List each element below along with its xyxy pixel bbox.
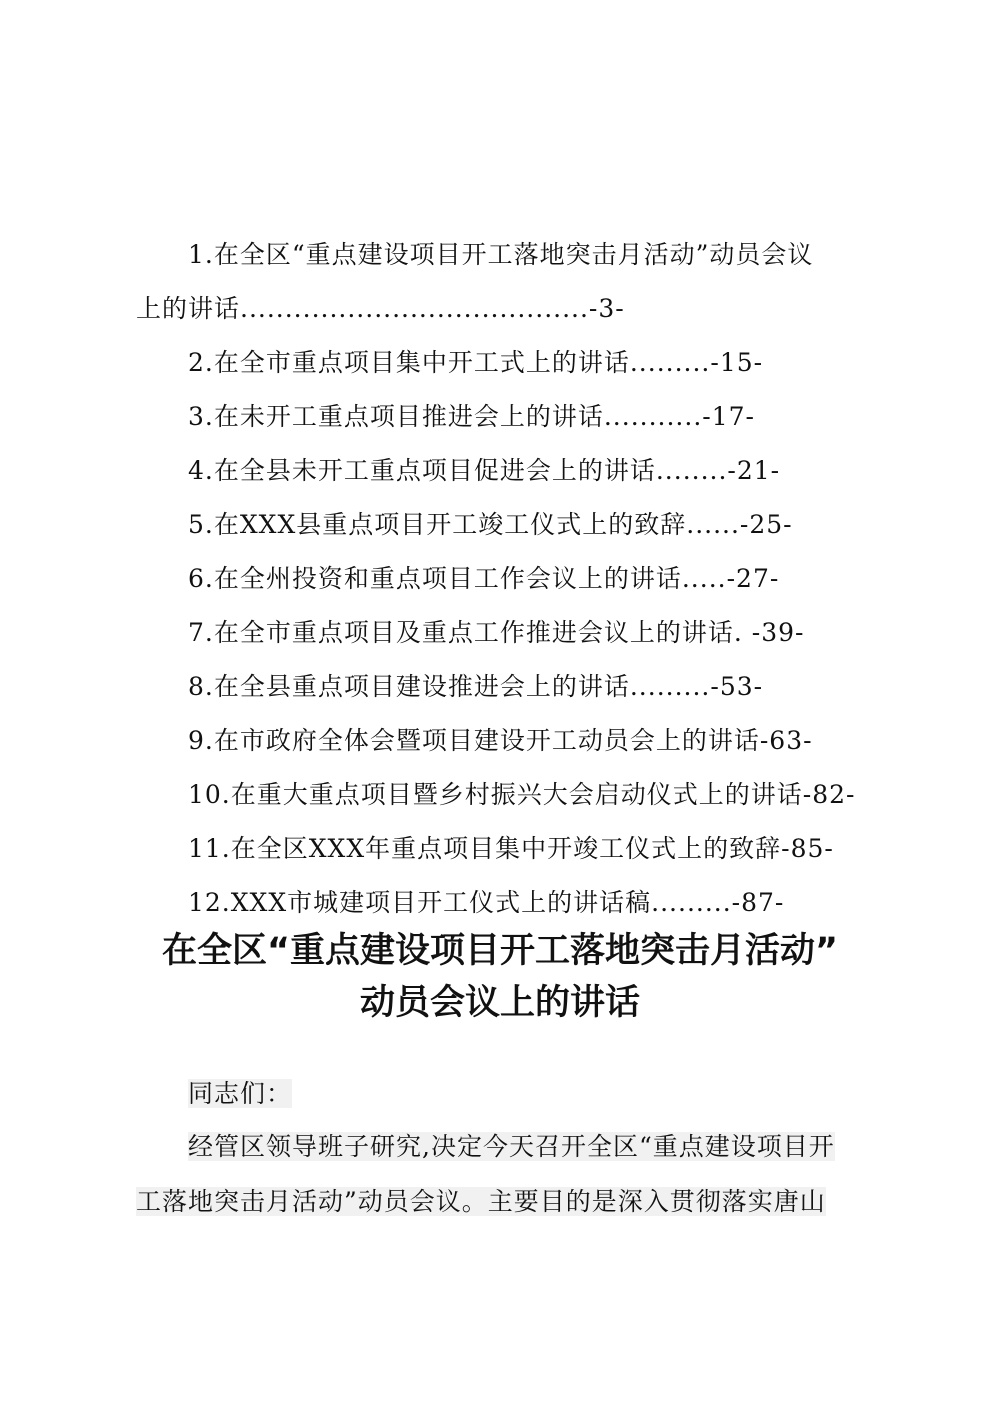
paragraph-line: 工落地突击月活动”动员会议。主要目的是深入贯彻落实唐山	[136, 1187, 826, 1216]
toc-entry[interactable]: 2.在全市重点项目集中开工式上的讲话.........-15-	[188, 348, 764, 377]
body-paragraph	[136, 1119, 876, 1229]
toc-entry[interactable]: 3.在未开工重点项目推进会上的讲话...........-17-	[188, 402, 755, 431]
toc-entry[interactable]: 10.在重大重点项目暨乡村振兴大会启动仪式上的讲话-82-	[188, 780, 856, 809]
table-of-contents	[136, 228, 876, 930]
toc-entry[interactable]: 6.在全州投资和重点项目工作会议上的讲话.....-27-	[188, 564, 780, 593]
document-title-line-2: 动员会议上的讲话	[359, 983, 640, 1023]
toc-entry[interactable]: 上的讲话.......................................-3-	[136, 294, 625, 323]
toc-entry[interactable]: 7.在全市重点项目及重点工作推进会议上的讲话. -39-	[188, 618, 805, 647]
toc-entry[interactable]: 4.在全县未开工重点项目促进会上的讲话........-21-	[188, 456, 781, 485]
salutation	[136, 1066, 876, 1121]
toc-entry[interactable]: 5.在XXX县重点项目开工竣工仪式上的致辞......-25-	[188, 510, 793, 539]
paragraph-line: 经管区领导班子研究,决定今天召开全区“重点建设项目开	[188, 1132, 835, 1161]
toc-entry[interactable]: 11.在全区XXX年重点项目集中开竣工仪式上的致辞-85-	[188, 834, 834, 863]
toc-entry[interactable]: 8.在全县重点项目建设推进会上的讲话.........-53-	[188, 672, 764, 701]
document-title-line-1: 在全区“重点建设项目开工落地突击月活动”	[161, 931, 838, 971]
toc-entry[interactable]: 12.XXX市城建项目开工仪式上的讲话稿.........-87-	[188, 888, 785, 917]
salutation-text: 同志们：	[188, 1079, 293, 1108]
toc-entry[interactable]: 1.在全区“重点建设项目开工落地突击月活动”动员会议	[188, 240, 814, 269]
toc-entry[interactable]: 9.在市政府全体会暨项目建设开工动员会上的讲话-63-	[188, 726, 813, 755]
